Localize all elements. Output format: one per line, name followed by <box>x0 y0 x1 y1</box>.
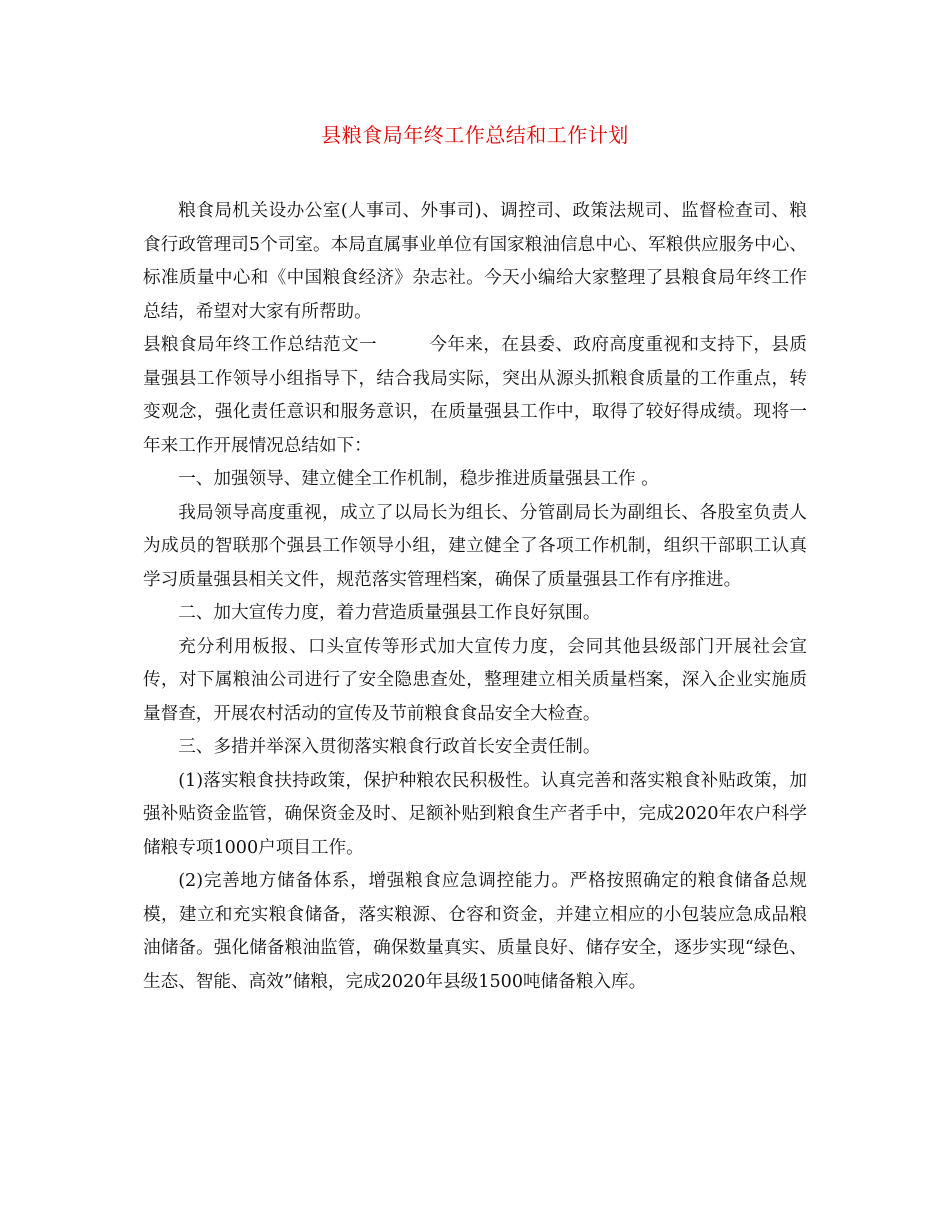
section-heading: 县粮食局年终工作总结范文一 <box>143 335 377 355</box>
document-body <box>143 195 807 999</box>
document-title: 县粮食局年终工作总结和工作计划 <box>321 123 629 147</box>
heading-three: 三、多措并举深入贯彻落实粮食行政首长安全责任制。 <box>178 737 601 757</box>
paragraph-one: 我局领导高度重视，成立了以局长为组长、分管副局长为副组长、各股室负责人为成员的智联那个强县工作领导小组，建立健全了各项工作机制，组织干部职工认真学习质量强县相关文件，规范落实管理档案，确保了质量强县工作有序推进。 <box>143 502 807 590</box>
paragraph-three: (1)落实粮食扶持政策，保护种粮农民积极性。认真完善和落实粮食补贴政策，加强补贴资金监管，确保资金及时、足额补贴到粮食生产者手中，完成2020年农户科学储粮专项1000户项目工作。 <box>143 770 807 858</box>
paragraph-two: 充分利用板报、口头宣传等形式加大宣传力度，会同其他县级部门开展社会宣传，对下属粮油公司进行了安全隐患查处，整理建立相关质量档案，深入企业实施质量督查，开展农村活动的宣传及节前粮食食品安全大检查。 <box>143 636 807 724</box>
section-lead-text: 今年来，在县委、政府高度重视和支持下，县质量强县工作领导小组指导下，结合我局实际，突出从源头抓粮食质量的工作重点，转变观念，强化责任意识和服务意识，在质量强县工作中，取得了较好得成绩。现将一年来工作开展情况总结如下： <box>143 335 807 456</box>
paragraph-four: (2)完善地方储备体系，增强粮食应急调控能力。严格按照确定的粮食储备总规模，建立和充实粮食储备，落实粮源、仓容和资金，并建立相应的小包装应急成品粮油储备。强化储备粮油监管，确保数量真实、质量良好、储存安全，逐步实现“绿色、生态、智能、高效”储粮，完成2020年县级1500吨储备粮入库。 <box>143 871 807 992</box>
heading-one: 一、加强领导、建立健全工作机制，稳步推进质量强县工作 。 <box>178 469 659 489</box>
intro-paragraph: 粮食局机关设办公室(人事司、外事司)、调控司、政策法规司、监督检查司、粮食行政管理司5个司室。本局直属事业单位有国家粮油信息中心、军粮供应服务中心、标准质量中心和《中国粮食经济》杂志社。今天小编给大家整理了县粮食局年终工作总结，希望对大家有所帮助。 <box>143 201 807 322</box>
heading-two: 二、加大宣传力度，着力营造质量强县工作良好氛围。 <box>178 603 601 623</box>
section-intro-paragraph <box>143 329 807 463</box>
